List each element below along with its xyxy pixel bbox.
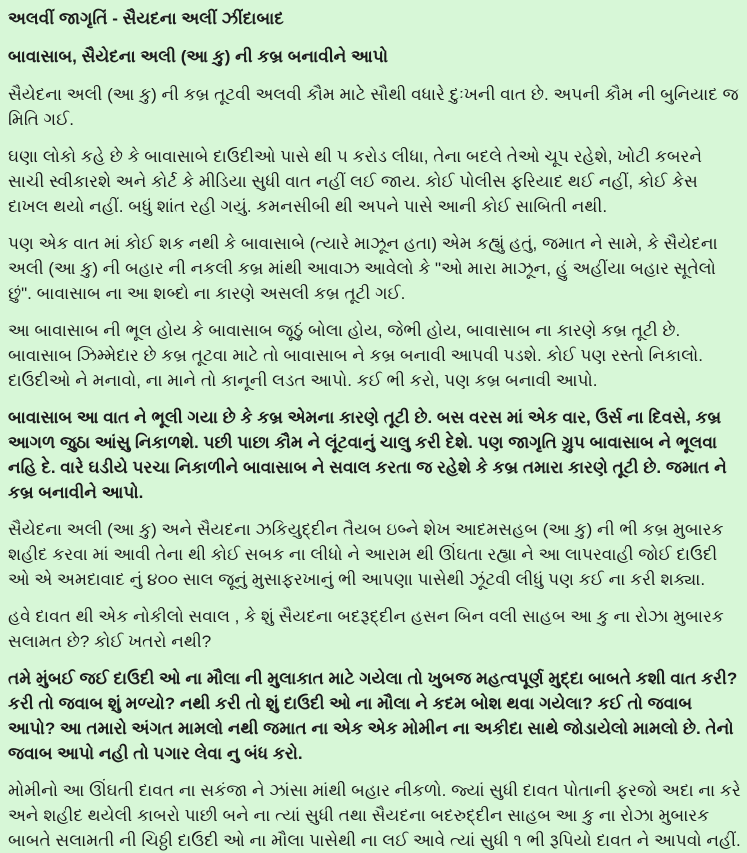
- paragraph-question: હવે દાવત થી એક નોકીલો સવાલ , કે શું સૈયદના બદરૂદ્દીન હસન બિન વલી સાહબ આ કુ ના રોઝા મુબારક સલામત છે? કોઈ ખતરો નથી?: [8, 607, 724, 651]
- paragraph-intro: સૈયેદના અલી (આ કુ) ની કબ્ર તૂટવી અલવી કૌમ માટે સૌથી વધારે દુઃખની વાત છે. અપની કૌમ ની બુનિયાદ જ મિતિ ગઈ.: [8, 85, 739, 129]
- paragraph-responsibility: આ બાવાસાબ ની ભૂલ હોય કે બાવાસાબ જૂઠું બોલા હોય, જેભી હોય, બાવાસાબ ના કારણે કબ્ર તૂટી છે. બાવાસાબ ઝિમ્મેદાર છે કબ્ર તૂટવા માટે તો બાવાસાબ ને કબ્ર બનાવી આપવી પડશે. કોઈ પણ રસ્તો નિકાલો. દાઉદીઓ ને મનાવો, ના માને તો કાનૂની લડત આપો. કઈ ભી કરો, પણ કબ્ર બનાવી આપો.: [8, 321, 704, 390]
- document-subtitle: બાવાસાબ, સૈયેદના અલી (આ કુ) ની કબ્ર બનાવીને આપો: [8, 47, 388, 66]
- paragraph-warning-bold: બાવાસાબ આ વાત ને ભૂલી ગયા છે કે કબ્ર એમના કારણે તૂટી છે. બસ વરસ માં એક વાર, ઉર્સ ના દિવસે, કબ્ર આગળ જુઠા આંસુ નિકાળશે. પછી પાછા કૌમ ને લૂંટવાનું ચાલુ કરી દેશે. પણ જાગૃતિ ગ્રુપ બાવાસાબ ને ભૂલવા નહિ દે. વારે ઘડીયે પરચા નિકાળીને બાવાસાબ ને સવાલ કરતા જ રહેશે કે કબ્ર તમારા કારણે તૂટી છે. જમાત ને કબ્ર બનાવીને આપો.: [8, 408, 727, 502]
- paragraph-closing: મોમીનો આ ઊંઘતી દાવત ના સકંજા ને ઝાંસા માંથી બહાર નીકળો. જ્યાં સુધી દાવત પોતાની ફરજો અદા ના કરે અને શહીદ થયેલી કાબરો પાછી બને ના ત્યાં સુધી તથા સૈયદના બદરુદ્દીન સાહબ આ કુ ના રોઝા મુબારક બાબતે સલામતી ની ચિઠ્ઠી દાઉદી ઓ ના મૌલા પાસેથી ના લઈ આવે ત્યાં સુધી ૧ ભી રૂપિયો દાવત ને આપવો નહીં.: [8, 781, 741, 850]
- paragraph-no-doubt: પણ એક વાત માં કોઈ શક નથી કે બાવાસાબે (ત્યારે માઝૂન હતા) એમ કહ્યું હતું, જમાત ને સામે, કે સૈયેદના અલી (આ કુ) ની બહાર ની નકલી કબ્ર માંથી આવાઝ આવેલો કે "ઓ મારા માઝૂન, હું અહીંયા બહાર સૂતેલો છું". બાવાસાબ ના આ શબ્દો ના કારણે અસલી કબ્ર તૂટી ગઈ.: [8, 234, 718, 303]
- paragraph-history: સૈયેદના અલી (આ કુ) અને સૈયદના ઝકિયુદ્દીન તૈયબ ઇબ્ને શેખ આદમસહબ (આ કુ) ની ભી કબ્ર મુબારક શહીદ કરવા માં આવી તેના થી કોઈ સબક ના લીધો ને આરામ થી ઊંઘતા રહ્યા ને આ લાપરવાહી જોઈ દાઉદી ઓ એ અમદાવાદ નું ૪૦૦ સાલ જૂનું મુસાફરખાનું ભી આપણા પાસેથી ઝૂંટવી લીધું પણ કઈ ના કરી શક્યા.: [8, 520, 724, 589]
- paragraph-demand-bold: તમે મુંબઈ જઈ દાઉદી ઓ ના મૌલા ની મુલાકાત માટે ગયેલા તો ખુબજ મહત્વપૂર્ણ મુદ્દા બાબતે કશી વાત કરી? કરી તો જવાબ શું મળ્યો? નથી કરી તો શું દાઉદી ઓ ના મૌલા ને કદમ બોશ થવા ગયેલા? કઈ તો જવાબ આપો? આ તમારો અંગત મામલો નથી જમાત ના એક એક મોમીન ના અકીદા સાથે જોડાયેલો મામલો છે. તેનો જવાબ આપો નહી તો પગાર લેવા નુ બંધ કરો.: [8, 669, 738, 763]
- document-title: અલવીં જાગૃતિં - સૈયદના અલીં ઝીંદાબાદ: [8, 9, 284, 28]
- paragraph-rumor: ઘણા લોકો કહે છે કે બાવાસાબે દાઉદીઓ પાસે થી ૫ કરોડ લીધા, તેના બદલે તેઓ ચૂપ રહેશે, ખોટી કબરને સાચી સ્વીકારશે અને કોર્ટ કે મીડિયા સુધી વાત નહીં લઈ જાય. કોઈ પોલીસ ફરિયાદ થઈ નહીં, કોઈ કેસ દાખલ થયો નહીં. બધું શાંત રહી ગયું. કમનસીબી થી અપને પાસે આની કોઈ સાબિતી નથી.: [8, 147, 703, 216]
